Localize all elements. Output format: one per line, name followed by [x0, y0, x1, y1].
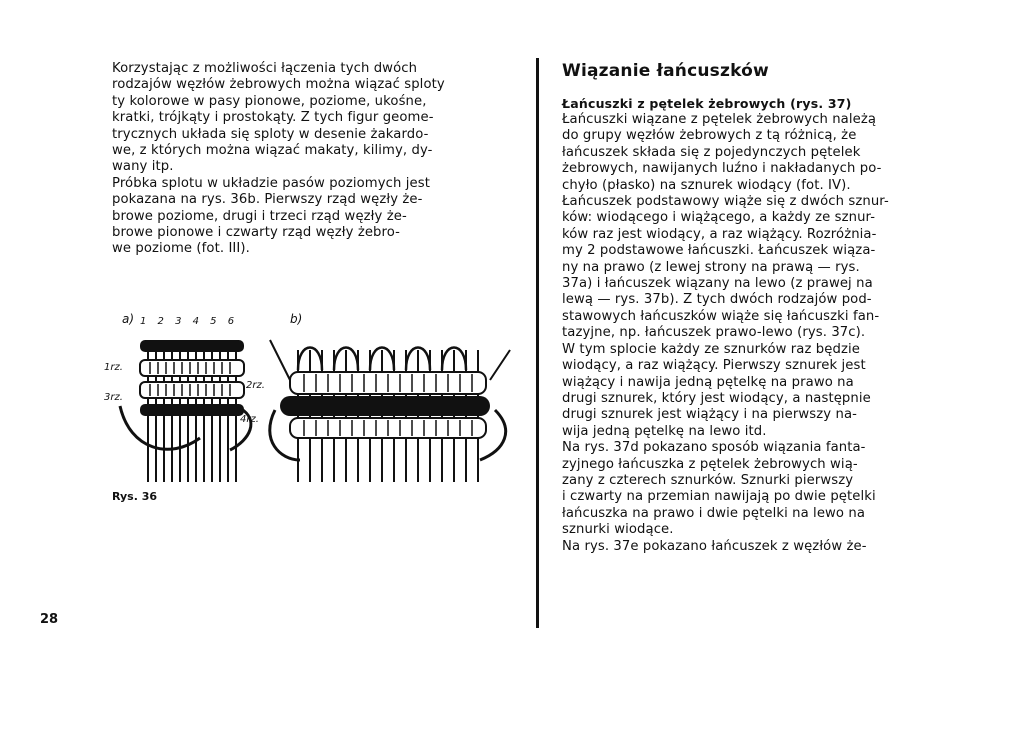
text-line: i czwarty na przemian nawijają po dwie pętelki: [562, 489, 876, 505]
row-label-4: 4rz.: [240, 414, 259, 425]
text-line: lewą — rys. 37b). Z tych dwóch rodzajów pod-: [562, 292, 872, 308]
text-line: wiążący i nawija jedną pętelkę na prawo na: [562, 374, 854, 390]
text-line: wiodący, a raz wiążący. Pierwszy sznurek jest: [562, 358, 866, 374]
paragraph-chains: [562, 112, 976, 555]
text-line: browe poziome, drugi i trzeci rząd węzły że-: [112, 208, 407, 224]
figure-column-numbers: 1 2 3 4 5 6: [140, 316, 239, 327]
text-line: ny na prawo (z lewej strony na prawą — rys.: [562, 259, 860, 275]
row-label-1: 1rz.: [104, 362, 123, 373]
page-number: 28: [40, 612, 59, 627]
section-title: Wiązanie łańcuszków: [562, 61, 769, 81]
text-line: żebrowych, nawijanych luźno i nakładanych po-: [562, 161, 882, 177]
text-line: Łańcuszki wiązane z pętelek żebrowych należą: [562, 112, 877, 127]
text-line: stawowych łańcuszków wiąże się łańcuszki fan-: [562, 308, 880, 324]
figure-rys-36: [100, 310, 530, 510]
text-line: we poziome (fot. III).: [112, 241, 250, 257]
figure-label-a: a): [122, 312, 135, 326]
text-line: drugi sznurek, który jest wiodący, a następnie: [562, 390, 871, 406]
text-line: trycznych układa się sploty w desenie żakardo-: [112, 126, 429, 142]
text-line: do grupy węzłów żebrowych z tą różnicą, że: [562, 128, 857, 144]
right-column: [562, 60, 976, 555]
text-line: pokazana na rys. 36b. Pierwszy rząd węzły że-: [112, 192, 423, 208]
text-line: łańcuszka na prawo i dwie pętelki na lewo na: [562, 505, 866, 521]
figure-caption: Rys. 36: [112, 490, 158, 503]
text-line: Na rys. 37e pokazano łańcuszek z węzłów że-: [562, 538, 867, 554]
knot-illustration: [100, 310, 530, 490]
row-label-2: 2rz.: [246, 380, 265, 391]
figure-b-knot-band-dark: [280, 396, 490, 416]
text-line: browe pionowe i czwarty rząd węzły żebro-: [112, 225, 401, 241]
text-line: rodzajów węzłów żebrowych można wiązać sploty: [112, 77, 445, 93]
text-line: ty kolorowe w pasy pionowe, poziome, ukośne,: [112, 93, 427, 109]
subsection-title: Łańcuszki z pętelek żebrowych (rys. 37): [562, 96, 852, 111]
text-line: 37a) i łańcuszek wiązany na lewo (z prawej na: [562, 276, 873, 292]
text-line: ków: wiodącego i wiążącego, a każdy ze sznur-: [562, 210, 876, 226]
text-line: Na rys. 37d pokazano sposób wiązania fanta-: [562, 440, 866, 456]
text-line: zyjnego łańcuszka z pętelek żebrowych wią-: [562, 456, 858, 472]
text-line: my 2 podstawowe łańcuszki. Łańcuszek wiąza-: [562, 243, 876, 259]
text-line: zany z czterech sznurków. Sznurki pierwszy: [562, 472, 854, 488]
figure-label-b: b): [290, 312, 303, 326]
column-divider: [536, 58, 539, 628]
text-line: W tym splocie każdy ze sznurków raz będzie: [562, 341, 860, 357]
text-line: chyło (płasko) na sznurek wiodący (fot. IV).: [562, 177, 851, 193]
left-column: [112, 61, 520, 258]
row-label-3: 3rz.: [104, 392, 123, 403]
text-line: Korzystając z możliwości łączenia tych dwóch: [112, 61, 418, 76]
text-line: wija jedną pętelkę na lewo itd.: [562, 423, 767, 439]
paragraph-sample: [112, 176, 520, 258]
text-line: tazyjne, np. łańcuszek prawo-lewo (rys. 37c).: [562, 325, 866, 341]
text-line: Łańcuszek podstawowy wiąże się z dwóch sznur-: [562, 194, 889, 210]
text-line: sznurki wiodące.: [562, 522, 674, 538]
text-line: drugi sznurek jest wiążący i na pierwszy na-: [562, 407, 857, 423]
text-line: ków raz jest wiodący, a raz wiążący. Rozróżnia-: [562, 226, 877, 242]
text-line: łańcuszek składa się z pojedynczych pętelek: [562, 144, 861, 160]
paragraph-intro: [112, 61, 520, 176]
text-line: kratki, trójkąty i prostokąty. Z tych figur geome-: [112, 110, 434, 126]
text-line: wany itp.: [112, 159, 174, 175]
text-line: we, z których można wiązać makaty, kilimy, dy-: [112, 143, 433, 159]
text-line: Próbka splotu w układzie pasów poziomych jest: [112, 175, 430, 191]
